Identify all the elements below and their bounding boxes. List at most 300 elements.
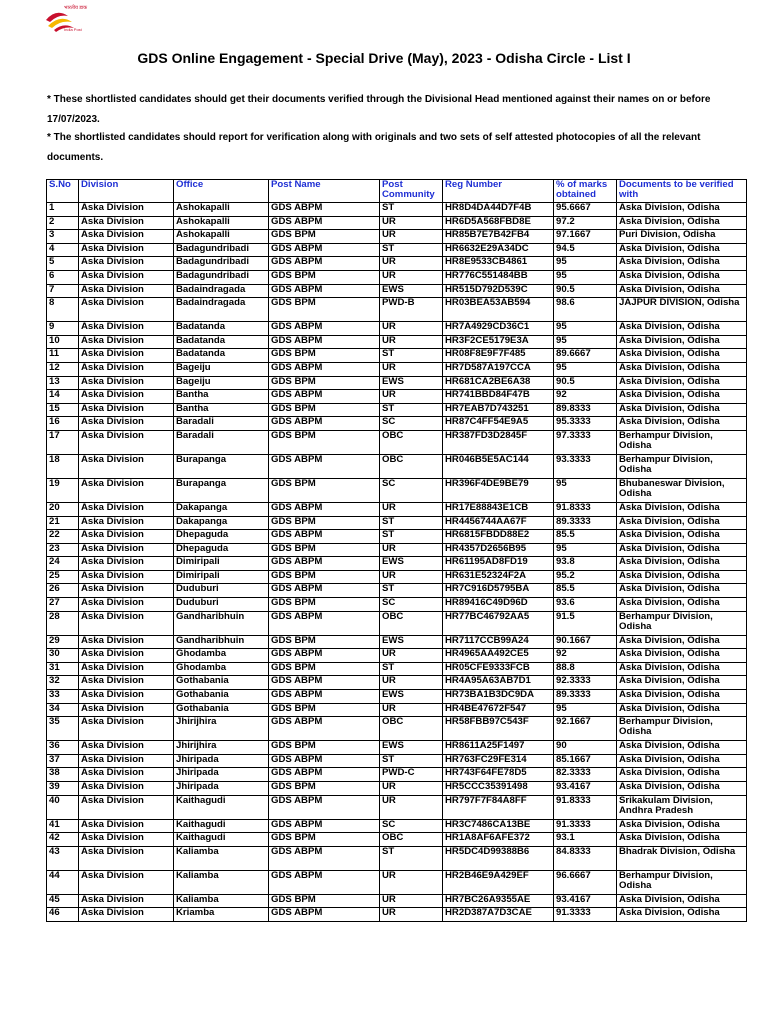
table-row — [47, 649, 747, 663]
cell-sno: 12 — [47, 362, 79, 376]
cell-documents: Aska Division, Odisha — [617, 557, 747, 571]
cell-sno: 44 — [47, 870, 79, 894]
cell-post-name: GDS BPM — [269, 376, 380, 390]
cell-office: Badagundribadi — [174, 270, 269, 284]
cell-sno: 46 — [47, 908, 79, 922]
cell-office: Kriamba — [174, 908, 269, 922]
cell-sno: 3 — [47, 230, 79, 244]
cell-sno: 45 — [47, 894, 79, 908]
cell-post-name: GDS ABPM — [269, 335, 380, 349]
cell-documents: Aska Division, Odisha — [617, 676, 747, 690]
cell-marks: 90.5 — [554, 284, 617, 298]
cell-reg-number: HR743F64FE78D5 — [443, 768, 554, 782]
cell-documents: Aska Division, Odisha — [617, 833, 747, 847]
cell-marks: 89.8333 — [554, 403, 617, 417]
cell-post-name: GDS ABPM — [269, 768, 380, 782]
cell-sno: 27 — [47, 598, 79, 612]
table-row — [47, 819, 747, 833]
cell-post-community: EWS — [380, 284, 443, 298]
cell-sno: 10 — [47, 335, 79, 349]
cell-post-name: GDS ABPM — [269, 284, 380, 298]
cell-sno: 32 — [47, 676, 79, 690]
cell-office: Duduburi — [174, 598, 269, 612]
cell-division: Aska Division — [79, 741, 174, 755]
cell-post-community: UR — [380, 676, 443, 690]
cell-marks: 95 — [554, 322, 617, 336]
cell-reg-number: HR89416C49D96D — [443, 598, 554, 612]
cell-documents: Aska Division, Odisha — [617, 516, 747, 530]
logo-english-text: India Post — [64, 27, 82, 32]
cell-marks: 92.1667 — [554, 717, 617, 741]
cell-post-community: UR — [380, 908, 443, 922]
cell-post-community: PWD-B — [380, 298, 443, 322]
cell-reg-number: HR8E9533CB4861 — [443, 257, 554, 271]
cell-documents: Aska Division, Odisha — [617, 649, 747, 663]
cell-marks: 95 — [554, 335, 617, 349]
cell-sno: 34 — [47, 703, 79, 717]
cell-reg-number: HR776C551484BB — [443, 270, 554, 284]
cell-division: Aska Division — [79, 335, 174, 349]
cell-reg-number: HR8D4DA44D7F4B — [443, 203, 554, 217]
cell-marks: 88.8 — [554, 662, 617, 676]
cell-post-community: ST — [380, 403, 443, 417]
cell-marks: 92 — [554, 390, 617, 404]
cell-office: Badagundribadi — [174, 257, 269, 271]
cell-division: Aska Division — [79, 754, 174, 768]
cell-sno: 38 — [47, 768, 79, 782]
cell-reg-number: HR73BA1B3DC9DA — [443, 690, 554, 704]
cell-post-name: GDS BPM — [269, 635, 380, 649]
cell-sno: 40 — [47, 795, 79, 819]
cell-documents: Aska Division, Odisha — [617, 270, 747, 284]
table-row — [47, 257, 747, 271]
cell-reg-number: HR387FD3D2845F — [443, 430, 554, 454]
cell-documents: Aska Division, Odisha — [617, 362, 747, 376]
table-row — [47, 417, 747, 431]
table-row — [47, 230, 747, 244]
cell-post-name: GDS ABPM — [269, 846, 380, 870]
table-row — [47, 349, 747, 363]
cell-post-community: OBC — [380, 430, 443, 454]
cell-sno: 22 — [47, 530, 79, 544]
table-row — [47, 502, 747, 516]
cell-documents: Srikakulam Division, Andhra Pradesh — [617, 795, 747, 819]
cell-post-name: GDS ABPM — [269, 649, 380, 663]
cell-office: Badatanda — [174, 349, 269, 363]
table-row — [47, 516, 747, 530]
cell-documents: Berhampur Division, Odisha — [617, 717, 747, 741]
cell-post-community: ST — [380, 243, 443, 257]
cell-marks: 97.2 — [554, 216, 617, 230]
header-division: Division — [79, 180, 174, 203]
cell-office: Jhirijhira — [174, 717, 269, 741]
cell-post-name: GDS ABPM — [269, 611, 380, 635]
table-row — [47, 598, 747, 612]
cell-reg-number: HR8611A25F1497 — [443, 741, 554, 755]
cell-reg-number: HR2D387A7D3CAE — [443, 908, 554, 922]
table-row — [47, 216, 747, 230]
table-row — [47, 611, 747, 635]
cell-division: Aska Division — [79, 516, 174, 530]
table-row — [47, 478, 747, 502]
header-marks: % of marks obtained — [554, 180, 617, 203]
cell-reg-number: HR85B7E7B42FB4 — [443, 230, 554, 244]
cell-documents: Aska Division, Odisha — [617, 335, 747, 349]
cell-post-community: UR — [380, 894, 443, 908]
cell-reg-number: HR17E88843E1CB — [443, 502, 554, 516]
cell-division: Aska Division — [79, 257, 174, 271]
table-row — [47, 635, 747, 649]
cell-office: Gothabania — [174, 676, 269, 690]
cell-reg-number: HR5CCC35391498 — [443, 782, 554, 796]
cell-post-community: SC — [380, 819, 443, 833]
cell-post-name: GDS BPM — [269, 430, 380, 454]
cell-sno: 13 — [47, 376, 79, 390]
cell-sno: 30 — [47, 649, 79, 663]
cell-reg-number: HR03BEA53AB594 — [443, 298, 554, 322]
cell-division: Aska Division — [79, 390, 174, 404]
cell-office: Gothabania — [174, 703, 269, 717]
cell-documents: Aska Division, Odisha — [617, 768, 747, 782]
cell-sno: 23 — [47, 543, 79, 557]
cell-reg-number: HR7C916D5795BA — [443, 584, 554, 598]
cell-marks: 93.8 — [554, 557, 617, 571]
cell-sno: 2 — [47, 216, 79, 230]
header-office: Office — [174, 180, 269, 203]
cell-office: Gandharibhuin — [174, 635, 269, 649]
cell-marks: 93.6 — [554, 598, 617, 612]
cell-documents: Aska Division, Odisha — [617, 662, 747, 676]
cell-office: Kaithagudi — [174, 833, 269, 847]
cell-office: Jhiripada — [174, 782, 269, 796]
cell-post-name: GDS BPM — [269, 833, 380, 847]
cell-post-name: GDS ABPM — [269, 584, 380, 598]
header-sno: S.No — [47, 180, 79, 203]
cell-documents: Aska Division, Odisha — [617, 349, 747, 363]
cell-reg-number: HR5DC4D99388B6 — [443, 846, 554, 870]
cell-reg-number: HR58FBB97C543F — [443, 717, 554, 741]
cell-office: Duduburi — [174, 584, 269, 598]
cell-office: Kaithagudi — [174, 795, 269, 819]
cell-office: Dhepaguda — [174, 543, 269, 557]
cell-post-community: UR — [380, 270, 443, 284]
cell-post-community: OBC — [380, 611, 443, 635]
cell-marks: 84.8333 — [554, 846, 617, 870]
table-row — [47, 362, 747, 376]
cell-documents: Aska Division, Odisha — [617, 703, 747, 717]
table-row — [47, 430, 747, 454]
cell-reg-number: HR4BE47672F547 — [443, 703, 554, 717]
table-row — [47, 298, 747, 322]
cell-reg-number: HR7EAB7D743251 — [443, 403, 554, 417]
cell-post-name: GDS ABPM — [269, 417, 380, 431]
cell-sno: 43 — [47, 846, 79, 870]
cell-documents: Aska Division, Odisha — [617, 322, 747, 336]
cell-marks: 97.3333 — [554, 430, 617, 454]
cell-division: Aska Division — [79, 284, 174, 298]
cell-post-name: GDS ABPM — [269, 216, 380, 230]
cell-reg-number: HR396F4DE9BE79 — [443, 478, 554, 502]
cell-post-name: GDS ABPM — [269, 243, 380, 257]
logo-hindi-text: भारतीय डाक — [64, 5, 88, 11]
cell-division: Aska Division — [79, 598, 174, 612]
cell-post-community: ST — [380, 754, 443, 768]
table-row — [47, 376, 747, 390]
cell-post-community: SC — [380, 478, 443, 502]
cell-post-community: OBC — [380, 833, 443, 847]
cell-office: Bantha — [174, 403, 269, 417]
cell-office: Kaithagudi — [174, 819, 269, 833]
cell-post-community: SC — [380, 417, 443, 431]
cell-marks: 95.3333 — [554, 417, 617, 431]
cell-division: Aska Division — [79, 635, 174, 649]
cell-marks: 85.5 — [554, 584, 617, 598]
cell-sno: 21 — [47, 516, 79, 530]
table-row — [47, 908, 747, 922]
cell-sno: 36 — [47, 741, 79, 755]
cell-documents: Aska Division, Odisha — [617, 417, 747, 431]
cell-sno: 33 — [47, 690, 79, 704]
cell-sno: 29 — [47, 635, 79, 649]
cell-post-name: GDS BPM — [269, 516, 380, 530]
cell-post-community: UR — [380, 703, 443, 717]
cell-documents: Berhampur Division, Odisha — [617, 870, 747, 894]
table-row — [47, 782, 747, 796]
cell-reg-number: HR77BC46792AA5 — [443, 611, 554, 635]
cell-marks: 93.4167 — [554, 782, 617, 796]
cell-office: Kaliamba — [174, 894, 269, 908]
cell-documents: Aska Division, Odisha — [617, 690, 747, 704]
cell-post-name: GDS BPM — [269, 598, 380, 612]
cell-post-name: GDS BPM — [269, 703, 380, 717]
cell-post-community: ST — [380, 203, 443, 217]
cell-office: Kaliamba — [174, 846, 269, 870]
cell-reg-number: HR2B46E9A429EF — [443, 870, 554, 894]
table-row — [47, 530, 747, 544]
cell-marks: 90.5 — [554, 376, 617, 390]
cell-post-name: GDS BPM — [269, 298, 380, 322]
cell-post-community: EWS — [380, 635, 443, 649]
cell-post-name: GDS ABPM — [269, 454, 380, 478]
cell-sno: 5 — [47, 257, 79, 271]
cell-sno: 42 — [47, 833, 79, 847]
cell-marks: 91.3333 — [554, 908, 617, 922]
table-row — [47, 584, 747, 598]
cell-documents: Aska Division, Odisha — [617, 754, 747, 768]
cell-office: Bageiju — [174, 362, 269, 376]
cell-post-community: UR — [380, 649, 443, 663]
table-row — [47, 335, 747, 349]
cell-documents: Aska Division, Odisha — [617, 598, 747, 612]
cell-post-community: UR — [380, 782, 443, 796]
cell-documents: Puri Division, Odisha — [617, 230, 747, 244]
cell-documents: Bhadrak Division, Odisha — [617, 846, 747, 870]
cell-division: Aska Division — [79, 662, 174, 676]
table-row — [47, 403, 747, 417]
cell-marks: 95 — [554, 543, 617, 557]
cell-post-community: UR — [380, 870, 443, 894]
cell-post-community: EWS — [380, 557, 443, 571]
cell-reg-number: HR3F2CE5179E3A — [443, 335, 554, 349]
cell-sno: 19 — [47, 478, 79, 502]
cell-office: Jhirijhira — [174, 741, 269, 755]
cell-marks: 93.1 — [554, 833, 617, 847]
cell-reg-number: HR4456744AA67F — [443, 516, 554, 530]
cell-office: Bantha — [174, 390, 269, 404]
cell-marks: 85.1667 — [554, 754, 617, 768]
cell-post-name: GDS ABPM — [269, 676, 380, 690]
cell-post-community: UR — [380, 502, 443, 516]
cell-reg-number: HR6632E29A34DC — [443, 243, 554, 257]
cell-marks: 95 — [554, 478, 617, 502]
cell-division: Aska Division — [79, 270, 174, 284]
table-row — [47, 768, 747, 782]
cell-marks: 95 — [554, 703, 617, 717]
cell-division: Aska Division — [79, 557, 174, 571]
cell-office: Dhepaguda — [174, 530, 269, 544]
cell-post-name: GDS ABPM — [269, 717, 380, 741]
cell-reg-number: HR7D587A197CCA — [443, 362, 554, 376]
cell-office: Ashokapalli — [174, 203, 269, 217]
cell-documents: Bhubaneswar Division, Odisha — [617, 478, 747, 502]
cell-post-community: UR — [380, 390, 443, 404]
cell-office: Badagundribadi — [174, 243, 269, 257]
cell-division: Aska Division — [79, 676, 174, 690]
cell-division: Aska Division — [79, 454, 174, 478]
cell-post-name: GDS BPM — [269, 230, 380, 244]
cell-office: Badatanda — [174, 335, 269, 349]
cell-reg-number: HR797F7F84A8FF — [443, 795, 554, 819]
cell-post-community: ST — [380, 516, 443, 530]
cell-post-community: UR — [380, 216, 443, 230]
cell-marks: 93.3333 — [554, 454, 617, 478]
cell-office: Bageiju — [174, 376, 269, 390]
cell-office: Baradali — [174, 430, 269, 454]
cell-sno: 7 — [47, 284, 79, 298]
cell-marks: 90 — [554, 741, 617, 755]
cell-office: Burapanga — [174, 478, 269, 502]
cell-documents: JAJPUR DIVISION, Odisha — [617, 298, 747, 322]
header-documents: Documents to be verified with — [617, 180, 747, 203]
cell-division: Aska Division — [79, 611, 174, 635]
page-title: GDS Online Engagement - Special Drive (May), 2023 - Odisha Circle - List I — [137, 50, 631, 66]
cell-marks: 92 — [554, 649, 617, 663]
cell-post-name: GDS BPM — [269, 270, 380, 284]
cell-documents: Aska Division, Odisha — [617, 243, 747, 257]
cell-marks: 94.5 — [554, 243, 617, 257]
cell-office: Gothabania — [174, 690, 269, 704]
cell-division: Aska Division — [79, 908, 174, 922]
cell-post-name: GDS BPM — [269, 570, 380, 584]
cell-marks: 98.6 — [554, 298, 617, 322]
cell-documents: Aska Division, Odisha — [617, 543, 747, 557]
cell-marks: 92.3333 — [554, 676, 617, 690]
table-row — [47, 243, 747, 257]
cell-sno: 4 — [47, 243, 79, 257]
table-row — [47, 846, 747, 870]
cell-office: Burapanga — [174, 454, 269, 478]
cell-division: Aska Division — [79, 298, 174, 322]
cell-office: Dimiripali — [174, 570, 269, 584]
cell-post-name: GDS ABPM — [269, 908, 380, 922]
cell-marks: 91.8333 — [554, 502, 617, 516]
table-header-row — [47, 180, 747, 203]
table-row — [47, 662, 747, 676]
table-row — [47, 717, 747, 741]
header-post-name: Post Name — [269, 180, 380, 203]
cell-division: Aska Division — [79, 833, 174, 847]
cell-post-community: EWS — [380, 376, 443, 390]
cell-documents: Aska Division, Odisha — [617, 782, 747, 796]
cell-marks: 96.6667 — [554, 870, 617, 894]
cell-marks: 89.6667 — [554, 349, 617, 363]
cell-reg-number: HR7A4929CD36C1 — [443, 322, 554, 336]
cell-documents: Aska Division, Odisha — [617, 819, 747, 833]
cell-documents: Aska Division, Odisha — [617, 376, 747, 390]
cell-documents: Aska Division, Odisha — [617, 584, 747, 598]
cell-marks: 95 — [554, 257, 617, 271]
cell-post-name: GDS ABPM — [269, 870, 380, 894]
cell-division: Aska Division — [79, 362, 174, 376]
cell-sno: 6 — [47, 270, 79, 284]
cell-sno: 16 — [47, 417, 79, 431]
cell-sno: 14 — [47, 390, 79, 404]
cell-office: Jhiripada — [174, 754, 269, 768]
cell-office: Badaindragada — [174, 284, 269, 298]
cell-post-community: SC — [380, 598, 443, 612]
cell-documents: Aska Division, Odisha — [617, 403, 747, 417]
cell-reg-number: HR7117CCB99A24 — [443, 635, 554, 649]
cell-marks: 91.5 — [554, 611, 617, 635]
cell-post-name: GDS ABPM — [269, 390, 380, 404]
cell-division: Aska Division — [79, 717, 174, 741]
cell-reg-number: HR046B5E5AC144 — [443, 454, 554, 478]
cell-post-name: GDS BPM — [269, 782, 380, 796]
cell-documents: Aska Division, Odisha — [617, 203, 747, 217]
cell-marks: 89.3333 — [554, 690, 617, 704]
cell-post-name: GDS ABPM — [269, 795, 380, 819]
cell-post-name: GDS BPM — [269, 349, 380, 363]
cell-post-community: EWS — [380, 741, 443, 755]
cell-post-name: GDS ABPM — [269, 754, 380, 768]
cell-division: Aska Division — [79, 243, 174, 257]
table-row — [47, 833, 747, 847]
cell-division: Aska Division — [79, 376, 174, 390]
cell-division: Aska Division — [79, 502, 174, 516]
cell-post-community: ST — [380, 349, 443, 363]
cell-post-name: GDS ABPM — [269, 362, 380, 376]
table-row — [47, 454, 747, 478]
cell-reg-number: HR3C7486CA13BE — [443, 819, 554, 833]
cell-documents: Aska Division, Odisha — [617, 741, 747, 755]
cell-reg-number: HR681CA2BE6A38 — [443, 376, 554, 390]
cell-office: Badatanda — [174, 322, 269, 336]
cell-post-name: GDS BPM — [269, 741, 380, 755]
cell-marks: 97.1667 — [554, 230, 617, 244]
cell-office: Jhiripada — [174, 768, 269, 782]
table-row — [47, 543, 747, 557]
cell-office: Ghodamba — [174, 649, 269, 663]
cell-post-name: GDS ABPM — [269, 690, 380, 704]
cell-sno: 1 — [47, 203, 79, 217]
cell-post-name: GDS BPM — [269, 662, 380, 676]
table-row — [47, 795, 747, 819]
table-row — [47, 676, 747, 690]
table-row — [47, 690, 747, 704]
cell-post-name: GDS ABPM — [269, 819, 380, 833]
cell-office: Dakapanga — [174, 516, 269, 530]
cell-post-community: ST — [380, 584, 443, 598]
